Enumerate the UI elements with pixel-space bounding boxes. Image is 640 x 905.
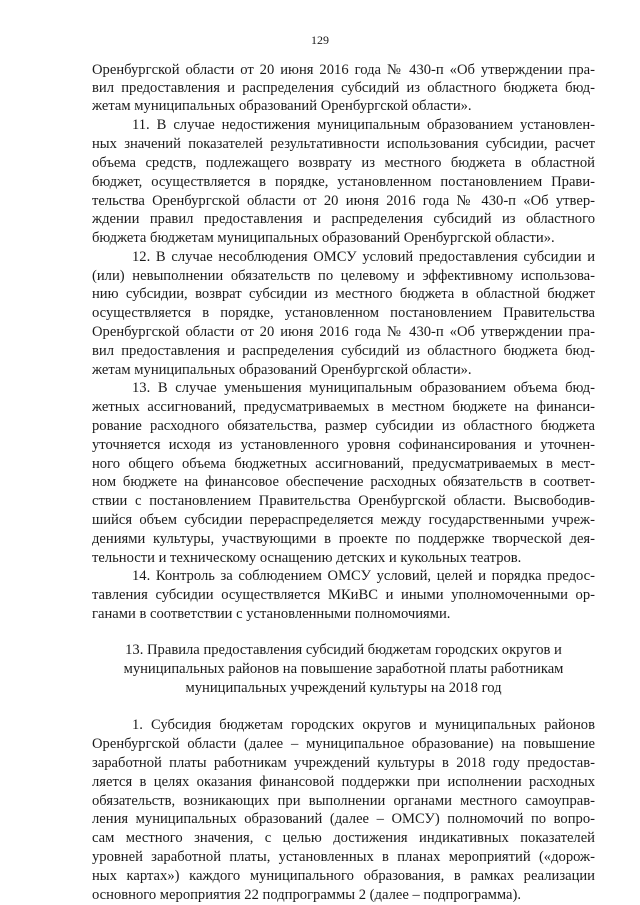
text-line: бюджета бюджетам муниципальных образований Оренбургской области». [92,230,555,246]
text-line: 12. В случае несоблюдения ОМСУ условий предоставления субсидии и [132,249,595,265]
section-heading-line: муниципальных районов на повышение заработной платы работникам [123,661,564,677]
text-line: жетам муниципальных образований Оренбургской области». [92,362,472,378]
text-line: основного мероприятия 22 подпрограммы 2 (далее – подпрограмма). [92,887,522,903]
text-line: шийся объем субсидии перераспределяется между государственными учреж- [92,512,595,528]
text-line: ствии с постановлением Правительства Оренбургской области. Высвободив- [92,493,595,509]
text-line: тельства Оренбургской области от 20 июня 2016 года № 430-п «Об утвер- [92,193,595,209]
section-heading-line: муниципальных учреждений культуры на 2018 год [185,680,502,696]
text-line: объема средств, подлежащего возврату из местного бюджета в областной [92,155,595,171]
text-line: заработной платы работникам учреждений культуры в 2018 году предостав- [92,755,595,771]
text-line: 1. Субсидия бюджетам городских округов и муниципальных районов [132,717,595,733]
text-line: ления муниципальных образований (далее – ОМСУ) полномочий по вопро- [92,811,595,827]
text-line: уточняется исходя из установленного уровня софинансирования и уточнен- [92,437,595,453]
text-line: тельности и техническому оснащению детских и кукольных театров. [92,550,522,566]
text-line: ного общего объема бюджетных ассигнований, предусматриваемых в мест- [92,456,595,472]
text-line: жетных ассигнований, предусматриваемых в местном бюджете на финанси- [92,399,595,415]
text-line: нию субсидии, возврат субсидии из местного бюджета в областной бюджет [92,286,595,302]
text-line: ном бюджете на финансовое обеспечение расходных обязательств в соответ- [92,474,595,490]
text-line: ляется в целях оказания финансовой поддержки при исполнении расходных [92,774,595,790]
section-heading-line: 13. Правила предоставления субсидий бюджетам городских округов и [125,642,562,658]
text-line: Оренбургской области от 20 июня 2016 года № 430-п «Об утверждении пра- [92,62,595,78]
text-line: 14. Контроль за соблюдением ОМСУ условий, целей и порядка предос- [132,568,595,584]
text-line: жетам муниципальных образований Оренбургской области». [92,98,472,114]
text-line: сам местного значения, с целью достижения индикативных показателей [92,830,595,846]
text-line: ных значений показателей результативности использования субсидии, расчет [92,136,595,152]
text-line: 13. В случае уменьшения муниципальным образованием объема бюд- [132,380,595,396]
text-line: осуществляется в порядке, установленном постановлением Правительства [92,305,595,321]
text-line: ных картах») каждого муниципального образования, в рамках реализации [92,868,595,884]
text-line: бюджет, осуществляется в порядке, установленном постановлением Прави- [92,174,595,190]
text-line: рование расходного обязательства, размер субсидии из областного бюджета [92,418,595,434]
text-line: обязательств, возникающих при выполнении органами местного самоуправ- [92,793,595,809]
page-number: 129 [311,33,329,47]
text-line: Оренбургской области от 20 июня 2016 года № 430-п «Об утверждении пра- [92,324,595,340]
text-line: дениями культуры, участвующими в проекте по поддержке творческой дея- [92,531,595,547]
text-line: вил предоставления и распределения субсидий из областного бюджета бюд- [92,80,595,96]
text-line: Оренбургской области (далее – муниципальное образование) на повышение [92,736,595,752]
text-line: ганами в соответствии с установленными полномочиями. [92,606,451,622]
text-line: (или) невыполнении обязательств по целевому и эффективному использова- [92,268,595,284]
text-line: тавления субсидии осуществляется МКиВС и иными уполномоченными ор- [92,587,595,603]
text-line: ждении правил предоставления и распределения субсидий из областного [92,211,595,227]
text-line: уровней заработной платы, установленных в планах мероприятий («дорож- [92,849,595,865]
text-line: вил предоставления и распределения субсидий из областного бюджета бюд- [92,343,595,359]
text-line: 11. В случае недостижения муниципальным образованием установлен- [132,117,595,133]
